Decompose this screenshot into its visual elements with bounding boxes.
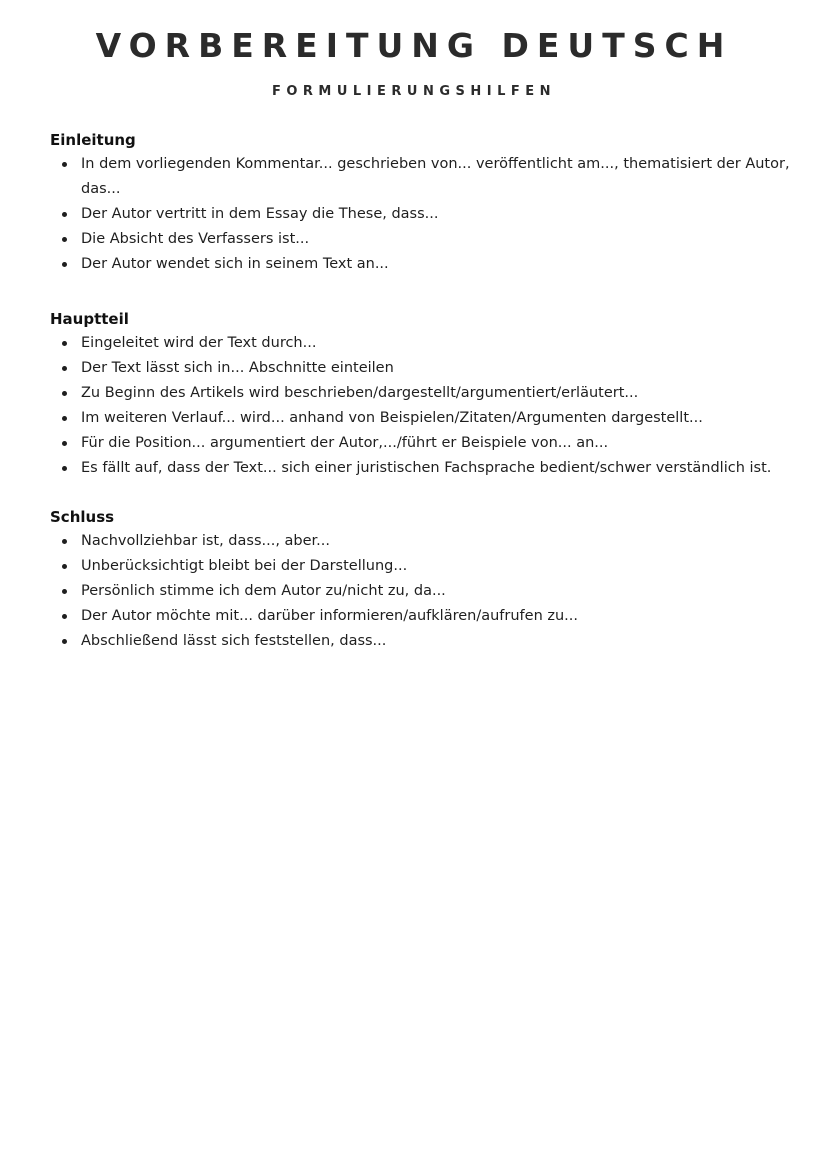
bullet-dot-icon bbox=[62, 237, 67, 242]
bullet-dot-icon bbox=[62, 589, 67, 594]
bullet-list bbox=[50, 331, 790, 481]
list-item-text: Zu Beginn des Artikels wird beschrieben/dargestellt/argumentiert/erläutert... bbox=[81, 385, 639, 401]
bullet-list bbox=[50, 529, 790, 654]
bullet-dot-icon bbox=[62, 262, 67, 267]
list-item-text: Für die Position... argumentiert der Autor,.../führt er Beispiele von... an... bbox=[81, 435, 609, 451]
list-item bbox=[50, 406, 790, 431]
list-item bbox=[50, 554, 790, 579]
list-item bbox=[50, 456, 790, 481]
section-schluss bbox=[50, 505, 790, 654]
list-item bbox=[50, 152, 790, 202]
bullet-dot-icon bbox=[62, 466, 67, 471]
bullet-dot-icon bbox=[62, 416, 67, 421]
section-hauptteil bbox=[50, 307, 790, 481]
bullet-dot-icon bbox=[62, 212, 67, 217]
list-item-text: Im weiteren Verlauf... wird... anhand von Beispielen/Zitaten/Argumenten dargestellt... bbox=[81, 410, 703, 426]
list-item bbox=[50, 529, 790, 554]
bullet-dot-icon bbox=[62, 341, 67, 346]
list-item-text: Der Autor wendet sich in seinem Text an... bbox=[81, 256, 389, 272]
bullet-dot-icon bbox=[62, 564, 67, 569]
bullet-list bbox=[50, 152, 790, 277]
section-heading: Hauptteil bbox=[50, 310, 129, 328]
list-item bbox=[50, 604, 790, 629]
list-item-text: Die Absicht des Verfassers ist... bbox=[81, 231, 310, 247]
list-item-text: Eingeleitet wird der Text durch... bbox=[81, 335, 317, 351]
list-item-text: Abschließend lässt sich feststellen, dass... bbox=[81, 633, 387, 649]
bullet-dot-icon bbox=[62, 391, 67, 396]
bullet-dot-icon bbox=[62, 366, 67, 371]
bullet-dot-icon bbox=[62, 539, 67, 544]
list-item bbox=[50, 356, 790, 381]
list-item-text: Es fällt auf, dass der Text... sich einer juristischen Fachsprache bedient/schwer verständlich ist. bbox=[81, 460, 772, 476]
list-item bbox=[50, 579, 790, 604]
list-item-text: Nachvollziehbar ist, dass..., aber... bbox=[81, 533, 331, 549]
list-item bbox=[50, 381, 790, 406]
list-item-text: Der Text lässt sich in... Abschnitte einteilen bbox=[81, 360, 394, 376]
list-item bbox=[50, 431, 790, 456]
bullet-dot-icon bbox=[62, 441, 67, 446]
section-heading: Einleitung bbox=[50, 131, 136, 149]
list-item bbox=[50, 252, 790, 277]
list-item bbox=[50, 227, 790, 252]
list-item-text: Der Autor möchte mit... darüber informieren/aufklären/aufrufen zu... bbox=[81, 608, 579, 624]
list-item bbox=[50, 202, 790, 227]
document-content bbox=[50, 128, 790, 654]
bullet-dot-icon bbox=[62, 639, 67, 644]
list-item-text: Unberücksichtigt bleibt bei der Darstellung... bbox=[81, 558, 408, 574]
section-heading: Schluss bbox=[50, 508, 115, 526]
bullet-dot-icon bbox=[62, 614, 67, 619]
list-item-text: In dem vorliegenden Kommentar... geschrieben von... veröffentlicht am..., thematisiert der Autor, das... bbox=[81, 156, 790, 197]
document-subtitle: FORMULIERUNGSHILFEN bbox=[271, 84, 557, 99]
list-item bbox=[50, 331, 790, 356]
section-einleitung bbox=[50, 128, 790, 277]
bullet-dot-icon bbox=[62, 162, 67, 167]
list-item-text: Der Autor vertritt in dem Essay die These, dass... bbox=[81, 206, 439, 222]
list-item-text: Persönlich stimme ich dem Autor zu/nicht zu, da... bbox=[81, 583, 446, 599]
document-title: VORBEREITUNG DEUTSCH bbox=[95, 26, 733, 65]
list-item bbox=[50, 629, 790, 654]
